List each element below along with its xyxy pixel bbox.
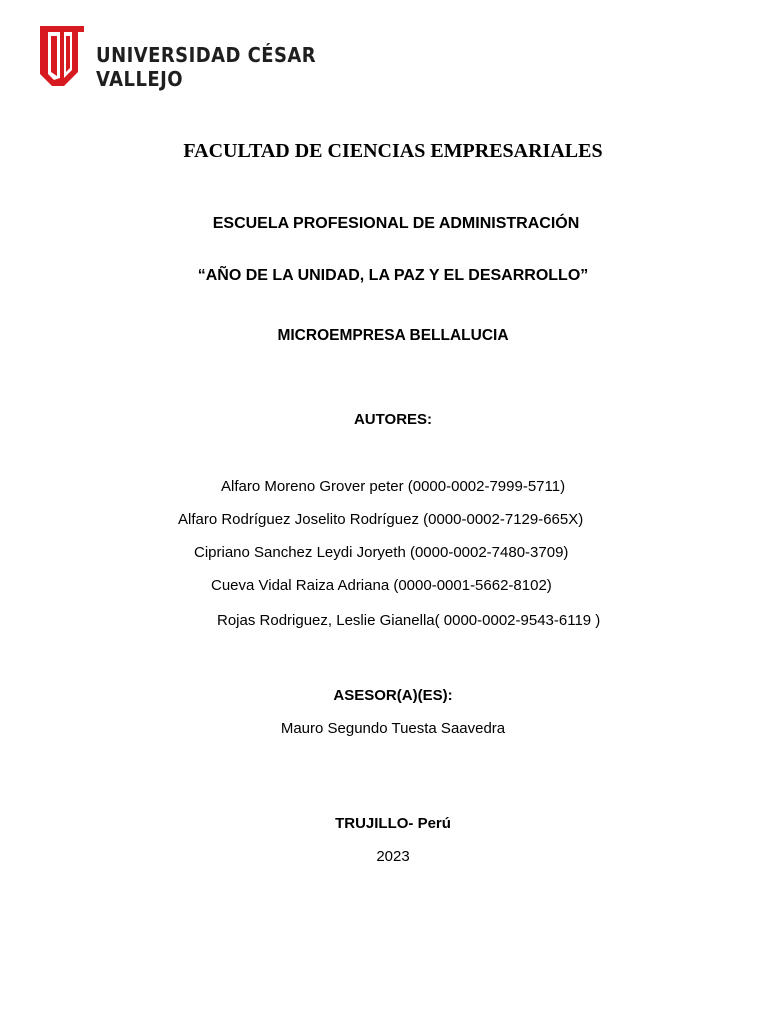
year: 2023 [376, 848, 410, 865]
advisor-heading: ASESOR(A)(ES): [333, 687, 453, 704]
ucv-shield-icon [38, 22, 88, 88]
year-motto: “AÑO DE LA UNIDAD, LA PAZ Y EL DESARROLLO” [197, 267, 589, 284]
school-title: ESCUELA PROFESIONAL DE ADMINISTRACIÓN [212, 215, 580, 232]
author-item: Rojas Rodriguez, Leslie Gianella( 0000-0002-9543-6119 ) [217, 612, 601, 629]
faculty-title: FACULTAD DE CIENCIAS EMPRESARIALES [183, 140, 603, 162]
author-item: Alfaro Rodríguez Joselito Rodríguez (0000-0002-7129-665X) [178, 511, 584, 528]
university-name: UNIVERSIDAD CÉSAR VALLEJO [96, 43, 317, 91]
author-item: Alfaro Moreno Grover peter (0000-0002-7999-5711) [221, 478, 566, 495]
advisor-name: Mauro Segundo Tuesta Saavedra [280, 720, 506, 737]
author-item: Cipriano Sanchez Leydi Joryeth (0000-0002-7480-3709) [194, 544, 569, 561]
project-title: MICROEMPRESA BELLALUCIA [277, 327, 509, 344]
author-item: Cueva Vidal Raiza Adriana (0000-0001-5662-8102) [211, 577, 552, 594]
university-logo [38, 22, 378, 90]
location: TRUJILLO- Perú [335, 815, 451, 832]
authors-heading: AUTORES: [353, 411, 433, 428]
